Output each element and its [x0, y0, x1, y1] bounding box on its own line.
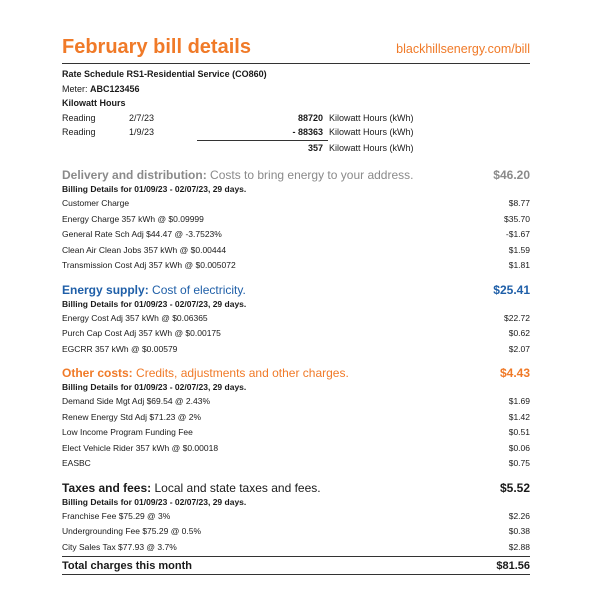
- line-item-amount: -$1.67: [505, 229, 530, 239]
- line-item-label: Transmission Cost Adj 357 kWh @ $0.005072: [62, 260, 236, 270]
- page-title: February bill details: [62, 36, 251, 58]
- reading-unit: Kilowatt Hours (kWh): [329, 142, 414, 153]
- line-item: [62, 441, 530, 457]
- reading-label: Reading: [62, 127, 96, 137]
- line-item: [62, 509, 530, 525]
- usage-total: 357: [307, 142, 323, 153]
- line-item-label: Renew Energy Std Adj $71.23 @ 2%: [62, 411, 202, 422]
- line-item: [62, 524, 530, 540]
- line-item-label: EGCRR 357 kWh @ $0.00579: [62, 343, 178, 354]
- line-item-amount: $1.69: [508, 396, 530, 406]
- section-header: [62, 365, 530, 381]
- line-item-label: Clean Air Clean Jobs 357 kWh @ $0.00444: [62, 244, 227, 255]
- reading-label: [62, 141, 129, 156]
- section-amount: $25.41: [493, 282, 530, 297]
- section-amount: $46.20: [493, 168, 530, 182]
- total-amount: $81.56: [496, 560, 530, 572]
- line-item: [62, 227, 530, 243]
- section-name: Delivery and distribution:: [62, 168, 207, 182]
- billing-details: Billing Details for 01/09/23 - 02/07/23, 29 days.: [62, 496, 247, 507]
- header-divider: [62, 63, 530, 64]
- line-item-label: Franchise Fee $75.29 @ 3%: [62, 510, 171, 521]
- line-item: [62, 456, 530, 472]
- section-amount: $4.43: [499, 366, 530, 380]
- rate-schedule: Rate Schedule RS1-Residential Service (CO860): [62, 69, 267, 79]
- line-item-label: Demand Side Mgt Adj $69.54 @ 2.43%: [62, 396, 211, 406]
- section-delivery: [62, 167, 530, 274]
- section-amount: $5.52: [499, 480, 530, 495]
- reading-label: Reading: [62, 112, 96, 123]
- section-desc: Cost of electricity.: [152, 282, 246, 297]
- section-name: Taxes and fees:: [62, 480, 152, 495]
- line-item-label: General Rate Sch Adj $44.47 @ -3.7523%: [62, 229, 222, 239]
- meter-info: [62, 67, 530, 111]
- line-item-amount: $1.59: [508, 244, 530, 255]
- billing-details: Billing Details for 01/09/23 - 02/07/23, 29 days.: [62, 382, 247, 392]
- line-item-amount: $2.26: [508, 510, 530, 521]
- section-desc: Costs to bring energy to your address.: [210, 168, 414, 182]
- total-charges: [62, 557, 530, 574]
- line-item: [62, 258, 530, 274]
- line-item: [62, 243, 530, 259]
- meter-value: ABC123456: [90, 83, 140, 94]
- line-item-amount: $0.75: [508, 458, 530, 468]
- total-divider-bottom: [62, 574, 530, 575]
- line-item: [62, 311, 530, 327]
- reading-unit: Kilowatt Hours (kWh): [329, 112, 414, 123]
- readings-table: [62, 111, 530, 156]
- line-item: [62, 410, 530, 426]
- section-name: Energy supply:: [62, 282, 149, 297]
- line-item-label: EASBC: [62, 458, 91, 468]
- line-item-label: Customer Charge: [62, 198, 130, 208]
- line-item-amount: $35.70: [504, 213, 530, 224]
- section-header: [62, 282, 530, 298]
- total-label: Total charges this month: [62, 560, 192, 572]
- reading-value: - 88363: [197, 125, 328, 141]
- line-item-amount: $1.42: [508, 411, 530, 422]
- website-link[interactable]: blackhillsenergy.com/bill: [396, 41, 530, 56]
- section-name: Other costs:: [62, 366, 133, 380]
- section-header: [62, 480, 530, 496]
- billing-details: Billing Details for 01/09/23 - 02/07/23, 29 days.: [62, 184, 247, 194]
- line-item-amount: $2.07: [508, 343, 530, 354]
- reading-value: 88720: [297, 112, 323, 123]
- line-item-amount: $0.51: [508, 427, 530, 437]
- reading-unit: Kilowatt Hours (kWh): [329, 127, 414, 137]
- section-energy-supply: [62, 282, 530, 358]
- section-desc: Credits, adjustments and other charges.: [136, 366, 349, 380]
- line-item-label: City Sales Tax $77.93 @ 3.7%: [62, 541, 177, 552]
- reading-date: [129, 141, 197, 156]
- section-taxes-fees: [62, 480, 530, 556]
- kwh-heading: Kilowatt Hours: [62, 98, 126, 108]
- line-item-label: Energy Charge 357 kWh @ $0.09999: [62, 213, 204, 224]
- line-item: [62, 425, 530, 441]
- line-item-label: Elect Vehicle Rider 357 kWh @ $0.00018: [62, 442, 219, 453]
- line-item-label: Purch Cap Cost Adj 357 kWh @ $0.00175: [62, 328, 221, 338]
- line-item-amount: $0.38: [508, 526, 530, 536]
- line-item: [62, 394, 530, 410]
- reading-date: 1/9/23: [129, 127, 155, 137]
- line-item-label: Undergrounding Fee $75.29 @ 0.5%: [62, 526, 202, 536]
- line-item: [62, 196, 530, 212]
- line-item-amount: $0.62: [508, 328, 530, 338]
- reading-date: 2/7/23: [129, 112, 155, 123]
- line-item-amount: $0.06: [508, 442, 530, 453]
- line-item: [62, 212, 530, 228]
- page-header: [62, 0, 530, 57]
- section-header: [62, 167, 530, 183]
- line-item: [62, 540, 530, 556]
- section-other-costs: [62, 365, 530, 472]
- line-item-amount: $2.88: [508, 541, 530, 552]
- line-item-amount: $1.81: [508, 260, 530, 270]
- line-item-amount: $22.72: [504, 312, 530, 323]
- line-item: [62, 342, 530, 358]
- line-item-amount: $8.77: [508, 198, 530, 208]
- billing-details: Billing Details for 01/09/23 - 02/07/23, 29 days.: [62, 298, 247, 309]
- line-item-label: Low Income Program Funding Fee: [62, 427, 193, 437]
- section-desc: Local and state taxes and fees.: [154, 480, 321, 495]
- line-item: [62, 326, 530, 342]
- meter-label: Meter:: [62, 83, 88, 94]
- line-item-label: Energy Cost Adj 357 kWh @ $0.06365: [62, 312, 208, 323]
